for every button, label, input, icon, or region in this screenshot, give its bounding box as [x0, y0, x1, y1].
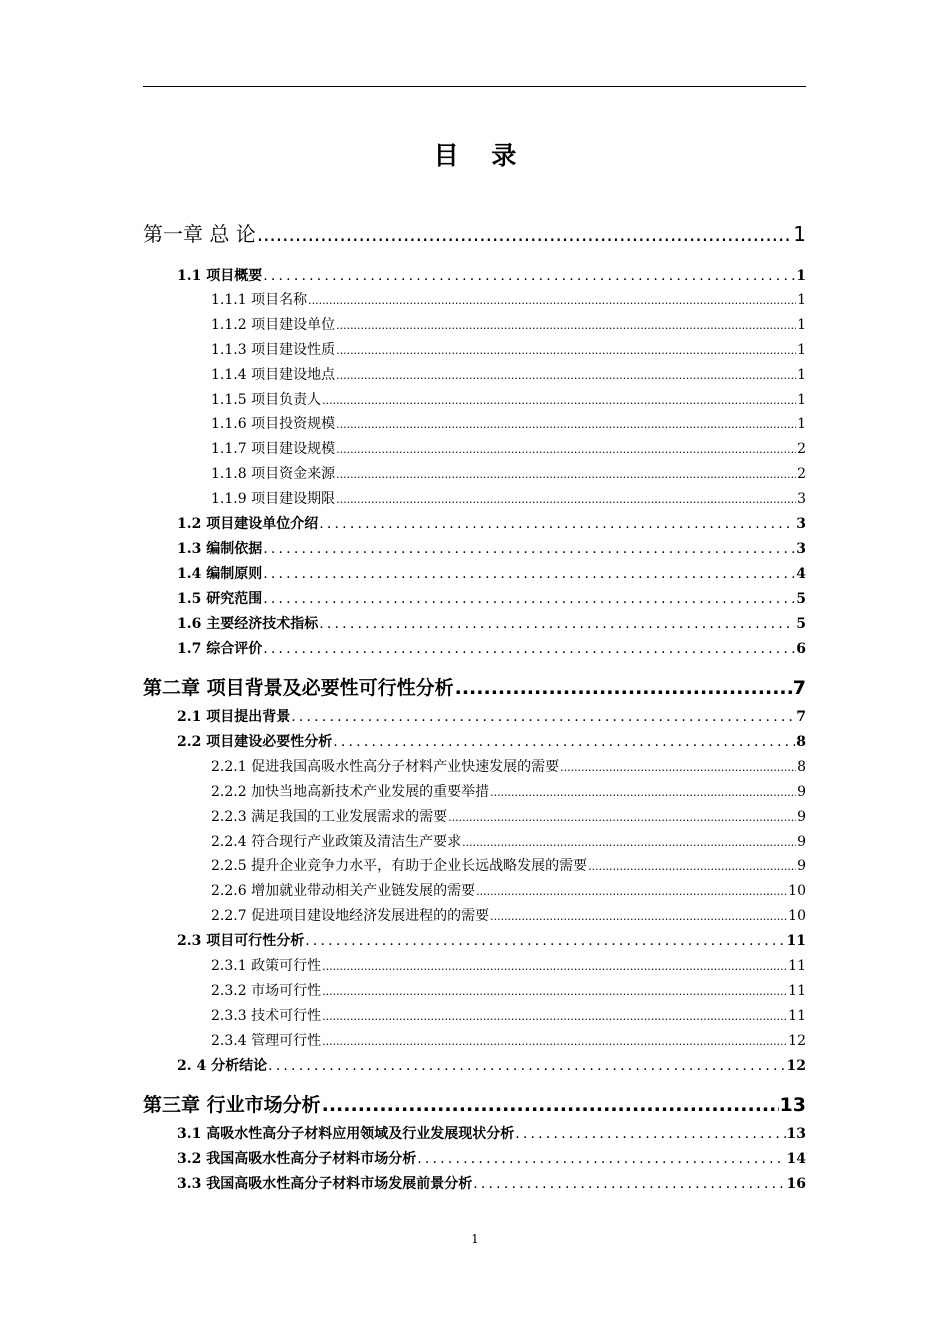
toc-subsection-entry[interactable] [211, 905, 806, 925]
toc-section-entry[interactable] [177, 513, 806, 533]
toc-entry-page: 1 [797, 367, 806, 383]
toc-entry-label: 1.1.4 项目建设地点 [211, 367, 336, 383]
toc-entry-page: 8 [796, 734, 806, 750]
toc-entry-label: 1.1.5 项目负责人 [211, 392, 322, 408]
toc-section-entry[interactable] [177, 930, 806, 950]
toc-entry-label: 1.6 主要经济技术指标 [177, 616, 319, 632]
toc-entry-page: 1 [797, 292, 806, 308]
toc-entry-label: 1.1.6 项目投资规模 [211, 416, 336, 432]
toc-subsection-entry[interactable] [211, 831, 806, 851]
toc-subsection-entry[interactable] [211, 339, 806, 359]
toc-entry-label: 3.3 我国高吸水性高分子材料市场发展前景分析 [177, 1176, 473, 1192]
toc-entry-page: 8 [797, 759, 806, 775]
toc-leader-dots [319, 516, 795, 532]
toc-entry-label: 2.3 项目可行性分析 [177, 933, 305, 949]
toc-leader-dots [322, 960, 787, 973]
toc-entry-page: 1 [797, 416, 806, 432]
toc-leader-dots [308, 294, 796, 307]
toc-entry-page: 3 [796, 541, 806, 557]
toc-entry-page: 10 [788, 883, 806, 899]
page-number: 1 [471, 1232, 479, 1246]
toc-entry-label: 3.1 高吸水性高分子材料应用领域及行业发展现状分析 [177, 1126, 515, 1142]
toc-entry-page: 12 [788, 1033, 806, 1049]
toc-entry-page: 7 [792, 677, 806, 699]
toc-leader-dots [336, 493, 796, 506]
toc-entry-page: 5 [796, 616, 806, 632]
toc-entry-page: 1 [796, 268, 806, 284]
toc-entry-page: 13 [779, 1094, 806, 1116]
toc-subsection-entry[interactable] [211, 781, 806, 801]
toc-leader-dots [322, 394, 796, 407]
toc-section-entry[interactable] [177, 1148, 806, 1168]
toc-entry-page: 1 [797, 392, 806, 408]
toc-leader-dots [417, 1151, 785, 1167]
toc-leader-dots [263, 566, 795, 582]
toc-subsection-entry[interactable] [211, 438, 806, 458]
toc-entry-label: 1.3 编制依据 [177, 541, 263, 557]
toc-entry-page: 9 [797, 809, 806, 825]
toc-entry-page: 6 [796, 641, 806, 657]
toc-leader-dots [322, 1035, 787, 1048]
toc-leader-dots [257, 222, 793, 246]
toc-entry-page: 5 [796, 591, 806, 607]
toc-entry-page: 3 [796, 516, 806, 532]
toc-entry-label: 2.3.3 技术可行性 [211, 1008, 322, 1024]
toc-entry-label: 1.1.3 项目建设性质 [211, 342, 336, 358]
toc-section-entry[interactable] [177, 731, 806, 751]
toc-section-entry[interactable] [177, 563, 806, 583]
toc-leader-dots [291, 709, 795, 725]
toc-subsection-entry[interactable] [211, 955, 806, 975]
toc-section-entry[interactable] [177, 1123, 806, 1143]
toc-subsection-entry[interactable] [211, 413, 806, 433]
toc-entry-label: 1.1.7 项目建设规模 [211, 441, 336, 457]
toc-leader-dots [305, 933, 785, 949]
toc-leader-dots [336, 369, 796, 382]
toc-leader-dots [476, 885, 787, 898]
toc-title: 目 录 [433, 141, 529, 170]
toc-leader-dots [263, 268, 795, 284]
toc-entry-page: 1 [793, 222, 806, 246]
toc-section-entry[interactable] [177, 588, 806, 608]
toc-entry-label: 2.2.6 增加就业带动相关产业链发展的需要 [211, 883, 476, 899]
toc-subsection-entry[interactable] [211, 756, 806, 776]
toc-leader-dots [462, 836, 796, 849]
toc-entry-label: 2.1 项目提出背景 [177, 709, 291, 725]
toc-section-entry[interactable] [177, 1173, 806, 1193]
toc-entry-label: 2.3.2 市场可行性 [211, 983, 322, 999]
toc-entry-label: 2.2.5 提升企业竞争力水平，有助于企业长远战略发展的需要 [211, 858, 588, 874]
toc-entry-label: 1.1.8 项目资金来源 [211, 466, 336, 482]
toc-entry-label: 1.1.1 项目名称 [211, 292, 308, 308]
toc-chapter-entry[interactable] [143, 1090, 806, 1117]
toc-subsection-entry[interactable] [211, 289, 806, 309]
toc-leader-dots [263, 591, 795, 607]
toc-subsection-entry[interactable] [211, 806, 806, 826]
toc-entry-label: 2.3.1 政策可行性 [211, 958, 322, 974]
toc-leader-dots [319, 616, 795, 632]
toc-subsection-entry[interactable] [211, 389, 806, 409]
toc-entry-label: 1.2 项目建设单位介绍 [177, 516, 319, 532]
toc-chapter-entry[interactable] [143, 673, 806, 700]
toc-leader-dots [473, 1176, 785, 1192]
toc-entry-label: 第三章 行业市场分析 [143, 1094, 321, 1116]
toc-entry-label: 第一章 总 论 [143, 222, 256, 246]
toc-entry-page: 13 [786, 1126, 806, 1142]
toc-entry-label: 1.1.2 项目建设单位 [211, 317, 336, 333]
toc-entry-page: 9 [797, 858, 806, 874]
toc-leader-dots [336, 468, 796, 481]
toc-subsection-entry[interactable] [211, 855, 806, 875]
toc-leader-dots [336, 443, 796, 456]
toc-section-entry[interactable] [177, 1055, 806, 1075]
toc-leader-dots [263, 641, 795, 657]
toc-entry-label: 1.7 综合评价 [177, 641, 263, 657]
toc-subsection-entry[interactable] [211, 364, 806, 384]
toc-leader-dots [588, 860, 796, 873]
toc-subsection-entry[interactable] [211, 880, 806, 900]
toc-leader-dots [263, 541, 795, 557]
toc-entry-label: 第二章 项目背景及必要性可行性分析 [143, 677, 454, 699]
toc-section-entry[interactable] [177, 265, 806, 285]
toc-leader-dots [490, 910, 787, 923]
toc-chapter-entry[interactable] [143, 218, 806, 247]
toc-entry-page: 3 [797, 491, 806, 507]
toc-entry-page: 2 [797, 441, 806, 457]
toc-leader-dots [333, 734, 795, 750]
toc-entry-page: 9 [797, 784, 806, 800]
toc-subsection-entry[interactable] [211, 1005, 806, 1025]
toc-section-entry[interactable] [177, 538, 806, 558]
toc-leader-dots [490, 786, 796, 799]
toc-entry-label: 1.1.9 项目建设期限 [211, 491, 336, 507]
toc-entry-page: 11 [788, 958, 806, 974]
toc-subsection-entry[interactable] [211, 463, 806, 483]
toc-leader-dots [268, 1058, 785, 1074]
toc-entry-label: 1.4 编制原则 [177, 566, 263, 582]
toc-entry-label: 2.2.3 满足我国的工业发展需求的需要 [211, 809, 448, 825]
toc-leader-dots [455, 677, 792, 699]
toc-leader-dots [322, 985, 787, 998]
toc-entry-label: 2.2.2 加快当地高新技术产业发展的重要举措 [211, 784, 490, 800]
toc-entry-page: 14 [786, 1151, 806, 1167]
toc-entry-page: 12 [786, 1058, 806, 1074]
toc-entry-label: 1.5 研究范围 [177, 591, 263, 607]
toc-entry-page: 11 [788, 1008, 806, 1024]
toc-leader-dots [336, 418, 796, 431]
toc-entry-page: 11 [786, 933, 806, 949]
toc-subsection-entry[interactable] [211, 488, 806, 508]
toc-leader-dots [515, 1126, 785, 1142]
toc-entry-page: 10 [788, 908, 806, 924]
toc-entry-page: 1 [797, 317, 806, 333]
toc-entry-label: 3.2 我国高吸水性高分子材料市场分析 [177, 1151, 417, 1167]
toc-entry-label: 1.1 项目概要 [177, 268, 263, 284]
toc-leader-dots [560, 761, 796, 774]
toc-entry-page: 9 [797, 834, 806, 850]
toc-entry-label: 2.2.4 符合现行产业政策及清洁生产要求 [211, 834, 462, 850]
toc-leader-dots [322, 1094, 779, 1116]
toc-entry-label: 2.2.7 促进项目建设地经济发展进程的的需要 [211, 908, 490, 924]
toc-entry-page: 16 [786, 1176, 806, 1192]
toc-entry-page: 2 [797, 466, 806, 482]
toc-section-entry[interactable] [177, 613, 806, 633]
toc-entry-label: 2.3.4 管理可行性 [211, 1033, 322, 1049]
toc-leader-dots [336, 319, 796, 332]
toc-entry-label: 2.2.1 促进我国高吸水性高分子材料产业快速发展的需要 [211, 759, 560, 775]
toc-entry-page: 1 [797, 342, 806, 358]
toc-leader-dots [336, 344, 796, 357]
toc-subsection-entry[interactable] [211, 980, 806, 1000]
toc-leader-dots [448, 811, 796, 824]
toc-section-entry[interactable] [177, 706, 806, 726]
toc-entry-label: 2.2 项目建设必要性分析 [177, 734, 333, 750]
toc-entry-page: 11 [788, 983, 806, 999]
toc-entry-label: 2. 4 分析结论 [177, 1058, 268, 1074]
toc-subsection-entry[interactable] [211, 314, 806, 334]
toc-entry-page: 7 [796, 709, 806, 725]
toc-entry-page: 4 [796, 566, 806, 582]
toc-section-entry[interactable] [177, 638, 806, 658]
toc-subsection-entry[interactable] [211, 1030, 806, 1050]
toc-leader-dots [322, 1010, 787, 1023]
